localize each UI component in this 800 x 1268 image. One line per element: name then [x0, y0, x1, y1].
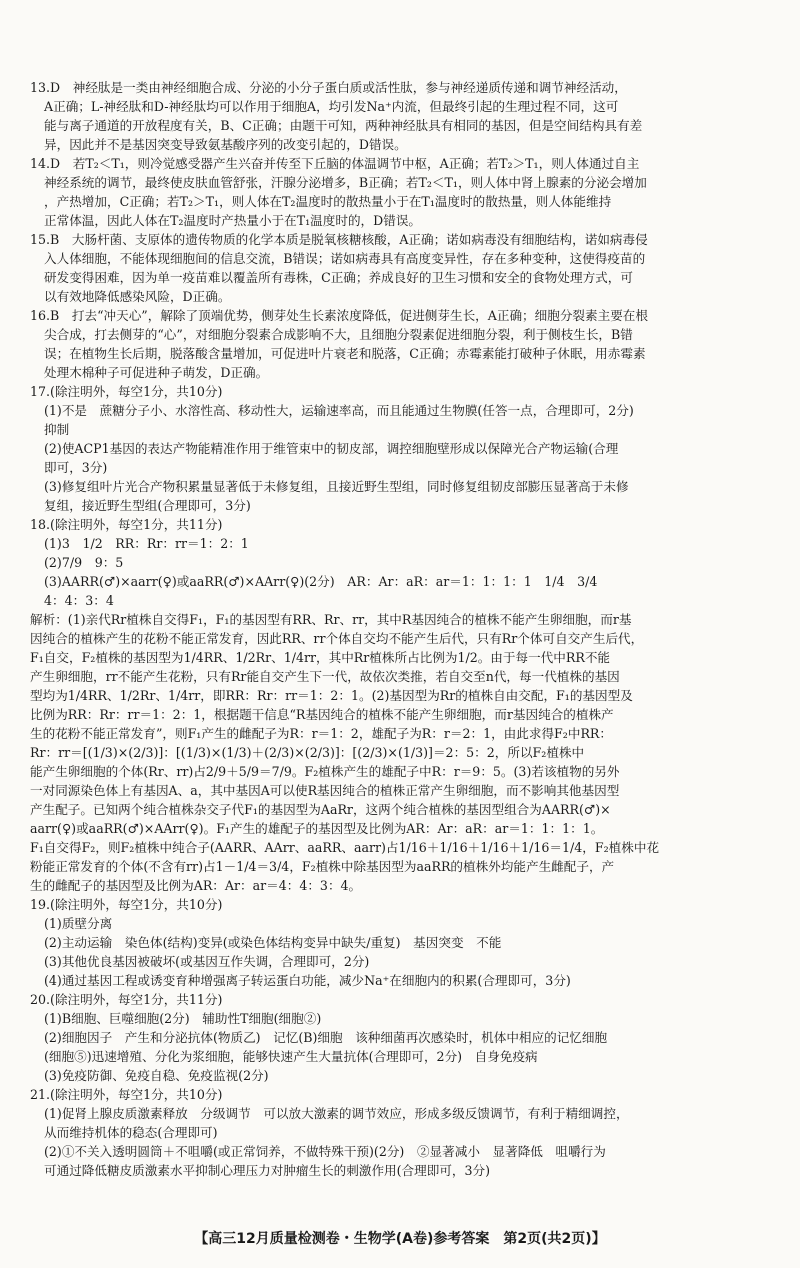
- text-line: 4：4：3：4: [44, 593, 114, 608]
- text-line: (3)AARR(♂)×aarr(♀)或aaRR(♂)×AArr(♀)(2分) AR：Ar：aR：ar＝1：1：1：1 1/4 3/4: [44, 574, 598, 589]
- text-line: (1)促肾上腺皮质激素释放 分级调节 可以放大激素的调节效应，形成多级反馈调节，有利于精细调控，: [44, 1106, 629, 1121]
- text-line: 16.B 打去“冲天心”，解除了顶端优势，侧芽处生长素浓度降低，促进侧芽生长，A正确；细胞分裂素主要在根: [30, 308, 648, 323]
- text-line: 13.D 神经肽是一类由神经细胞合成、分泌的小分子蛋白质或活性肽，参与神经递质传递和调节神经活动，: [30, 80, 627, 95]
- page-footer: 【高三12月质量检测卷・生物学(A卷)参考答案 第2页(共2页)】: [194, 1231, 606, 1247]
- text-line: 21.(除注明外，每空1分，共10分): [30, 1087, 223, 1102]
- text-line: 产生卵细胞，rr不能产生花粉，只有Rr能自交产生下一代，故依次类推，若自交至n代，每一代植株的基因: [30, 669, 620, 684]
- text-line: (细胞⑤)迅速增殖、分化为浆细胞，能够快速产生大量抗体(合理即可，2分) 自身免疫病: [44, 1049, 538, 1064]
- text-line: 15.B 大肠杆菌、支原体的遗传物质的化学本质是脱氧核糖核酸，A正确；诺如病毒没有细胞结构，诺如病毒侵: [30, 232, 648, 247]
- text-line: (1)3 1/2 RR：Rr：rr＝1：2：1: [44, 536, 249, 551]
- text-line: 生的雌配子的基因型及比例为AR：Ar：ar＝4：4：3：4。: [30, 878, 362, 893]
- text-line: 正常体温，因此人体在T₂温度时产热量小于在T₁温度时的，D错误。: [44, 213, 422, 228]
- text-line: 比例为RR：Rr：rr＝1：2：1，根据题干信息“R基因纯合的植株不能产生卵细胞，而r基因纯合的植株产: [30, 707, 614, 722]
- text-line: 19.(除注明外，每空1分，共10分): [30, 897, 223, 912]
- text-line: (2)7/9 9：5: [44, 555, 124, 570]
- text-line: (2)细胞因子 产生和分泌抗体(物质乙) 记忆(B)细胞 该种细菌再次感染时，机体中相应的记忆细胞: [44, 1030, 608, 1045]
- text-line: 尖合成，打去侧芽的“心”，对细胞分裂素合成影响不大，且细胞分裂素促进细胞分裂，利于侧枝生长，B错: [44, 327, 633, 342]
- text-line: ，产热增加，C正确；若T₂＞T₁，则人体在T₂温度时的散热量小于在T₁温度时的散热量，则人体能维持: [44, 194, 612, 209]
- text-line: F₁自交，F₂植株的基因型为1/4RR、1/2Rr、1/4rr，其中Rr植株所占比例为1/2。由于每一代中RR不能: [30, 650, 611, 665]
- text-line: 14.D 若T₂＜T₁，则冷觉感受器产生兴奋并传至下丘脑的体温调节中枢，A正确；若T₂＞T₁，则人体通过自主: [30, 156, 640, 171]
- text-line: (3)其他优良基因被破坏(或基因互作失调，合理即可，2分): [44, 954, 370, 969]
- text-line: 18.(除注明外，每空1分，共11分): [30, 517, 223, 532]
- text-line: (1)不是 蔗糖分子小、水溶性高、移动性大，运输速率高，而且能通过生物膜(任答一点，合理即可，2分): [44, 403, 634, 418]
- text-line: 产生配子。已知两个纯合植株杂交子代F₁的基因型为AaRr，这两个纯合植株的基因型组合为AARR(♂)×: [30, 802, 611, 817]
- text-line: 可通过降低糖皮质激素水平抑制心理压力对肿瘤生长的刺激作用(合理即可，3分): [44, 1163, 491, 1178]
- text-line: (2)①不关入透明圆筒＋不咀嚼(或正常饲养，不做特殊干预)(2分) ②显著减小 显著降低 咀嚼行为: [44, 1144, 606, 1159]
- text-line: (1)B细胞、巨噬细胞(2分) 辅助性T细胞(细胞②): [44, 1011, 322, 1026]
- text-line: (4)通过基因工程或诱变育种增强离子转运蛋白功能，减少Na⁺在细胞内的积累(合理即可，3分): [44, 973, 571, 988]
- text-line: (3)免疫防御、免疫自稳、免疫监视(2分): [44, 1068, 269, 1083]
- answer-content: [30, 78, 770, 1180]
- text-line: 粉能正常发育的个体(不含有rr)占1－1/4＝3/4，F₂植株中除基因型为aaRR的植株外均能产生雌配子，产: [30, 859, 615, 874]
- text-line: 以有效地降低感染风险，D正确。: [44, 289, 231, 304]
- text-line: 入人体细胞，不能体现细胞间的信息交流，B错误；诺如病毒具有高度变异性，存在多种变种，这使得疫苗的: [44, 251, 646, 266]
- text-line: 型均为1/4RR、1/2Rr、1/4rr，即RR：Rr：rr＝1：2：1。(2)基因型为Rr的植株自由交配，F₁的基因型及: [30, 688, 633, 703]
- text-line: A正确；L-神经肽和D-神经肽均可以作用于细胞A，均引发Na⁺内流，但最终引起的生理过程不同，这可: [44, 99, 619, 114]
- text-line: 从而维持机体的稳态(合理即可): [44, 1125, 218, 1140]
- text-line: F₁自交得F₂，则F₂植株中纯合子(AARR、AArr、aaRR、aarr)占1/16＋1/16＋1/16＋1/16＝1/4，F₂植株中花: [30, 840, 660, 855]
- text-line: (2)主动运输 染色体(结构)变异(或染色体结构变异中缺失/重复) 基因突变 不能: [44, 935, 502, 950]
- text-line: 抑制: [44, 422, 70, 437]
- text-line: 异，因此并不是基因突变导致氨基酸序列的改变引起的，D错误。: [44, 137, 407, 152]
- text-line: 能与离子通道的开放程度有关，B、C正确；由题干可知，两种神经肽具有相同的基因，但是空间结构具有差: [44, 118, 643, 133]
- text-line: (3)修复组叶片光合产物积累量显著低于未修复组，且接近野生型组，同时修复组韧皮部膨压显著高于未修: [44, 479, 629, 494]
- text-line: aarr(♀)或aaRR(♂)×AArr(♀)。F₁产生的雄配子的基因型及比例为AR：Ar：aR：ar＝1：1：1：1。: [30, 821, 604, 836]
- text-line: 一对同源染色体上有基因A、a，其中基因A可以使R基因纯合的植株正常产生卵细胞，而不影响其他基因型: [30, 783, 620, 798]
- text-line: 20.(除注明外，每空1分，共11分): [30, 992, 223, 1007]
- text-line: Rr：rr＝[(1/3)×(2/3)]：[(1/3)×(1/3)＋(2/3)×(2/3)]：[(2/3)×(1/3)]＝2：5：2，所以F₂植株中: [30, 745, 585, 760]
- text-line: 研发变得困难，因为单一疫苗难以覆盖所有毒株，C正确；养成良好的卫生习惯和安全的食物处理方式，可: [44, 270, 633, 285]
- text-line: 17.(除注明外，每空1分，共10分): [30, 384, 223, 399]
- text-line: 生的花粉不能正常发育”，则F₁产生的雌配子为R：r＝1：2，雄配子为R：r＝2：1，由此求得F₂中RR：: [30, 726, 612, 741]
- text-line: 因纯合的植株产生的花粉不能正常发育，因此RR、rr个体自交均不能产生后代，只有Rr个体可自交产生后代，: [30, 631, 644, 646]
- text-line: 处理木棉种子可促进种子萌发，D正确。: [44, 365, 269, 380]
- text-line: 解析：(1)亲代Rr植株自交得F₁，F₁的基因型有RR、Rr、rr，其中R基因纯合的植株不能产生卵细胞，而r基: [30, 612, 632, 627]
- text-line: 复组，接近野生型组(合理即可，3分): [44, 498, 251, 513]
- text-line: 神经系统的调节，最终使皮肤血管舒张，汗腺分泌增多，B正确；若T₂＜T₁，则人体中肾上腺素的分泌会增加: [44, 175, 647, 190]
- text-line: 能产生卵细胞的个体(Rr、rr)占2/9＋5/9＝7/9。F₂植株产生的雄配子中R：r＝9：5。(3)若该植物的另外: [30, 764, 620, 779]
- text-line: (2)使ACP1基因的表达产物能精准作用于维管束中的韧皮部，调控细胞壁形成以保障光合产物运输(合理: [44, 441, 619, 456]
- text-line: (1)质壁分离: [44, 916, 113, 931]
- text-line: 即可，3分): [44, 460, 108, 475]
- text-line: 误；在植物生长后期，脱落酸含量增加，可促进叶片衰老和脱落，C正确；赤霉素能打破种子休眠，用赤霉素: [44, 346, 646, 361]
